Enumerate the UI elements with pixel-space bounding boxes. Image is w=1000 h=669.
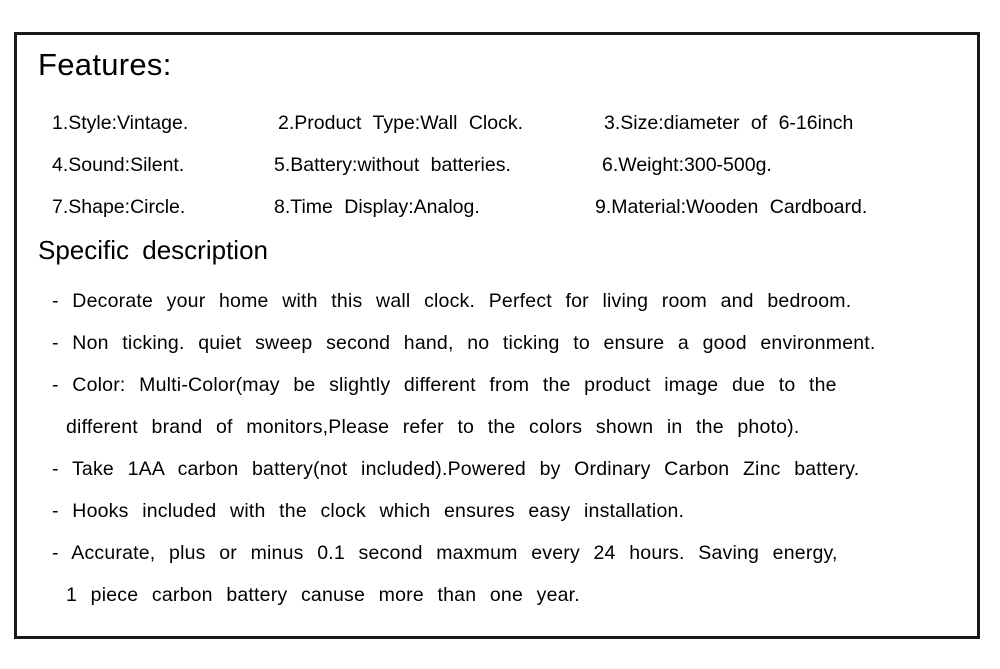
description-line: - Take 1AA carbon battery(not included).Powered by Ordinary Carbon Zinc battery. [52, 458, 860, 480]
description-line: - Decorate your home with this wall clock. Perfect for living room and bedroom. [52, 290, 852, 312]
description-line: different brand of monitors,Please refer to the colors shown in the photo). [66, 416, 800, 438]
specific-description-title: Specific description [38, 235, 268, 265]
feature-style: 1.Style:Vintage. [52, 112, 189, 134]
feature-time-display: 8.Time Display:Analog. [274, 196, 480, 218]
description-line: 1 piece carbon battery canuse more than one year. [66, 584, 580, 606]
feature-battery: 5.Battery:without batteries. [274, 154, 511, 176]
feature-shape: 7.Shape:Circle. [52, 196, 186, 218]
description-line: - Accurate, plus or minus 0.1 second maxmum every 24 hours. Saving energy, [52, 542, 838, 564]
description-line: - Color: Multi-Color(may be slightly different from the product image due to the [52, 374, 837, 396]
feature-size: 3.Size:diameter of 6-16inch [604, 112, 854, 134]
feature-sound: 4.Sound:Silent. [52, 154, 185, 176]
feature-product-type: 2.Product Type:Wall Clock. [278, 112, 524, 134]
description-line: - Non ticking. quiet sweep second hand, no ticking to ensure a good environment. [52, 332, 876, 354]
description-line: - Hooks included with the clock which ensures easy installation. [52, 500, 685, 522]
features-title: Features: [38, 47, 172, 82]
feature-weight: 6.Weight:300-500g. [602, 154, 772, 176]
feature-material: 9.Material:Wooden Cardboard. [595, 196, 868, 218]
